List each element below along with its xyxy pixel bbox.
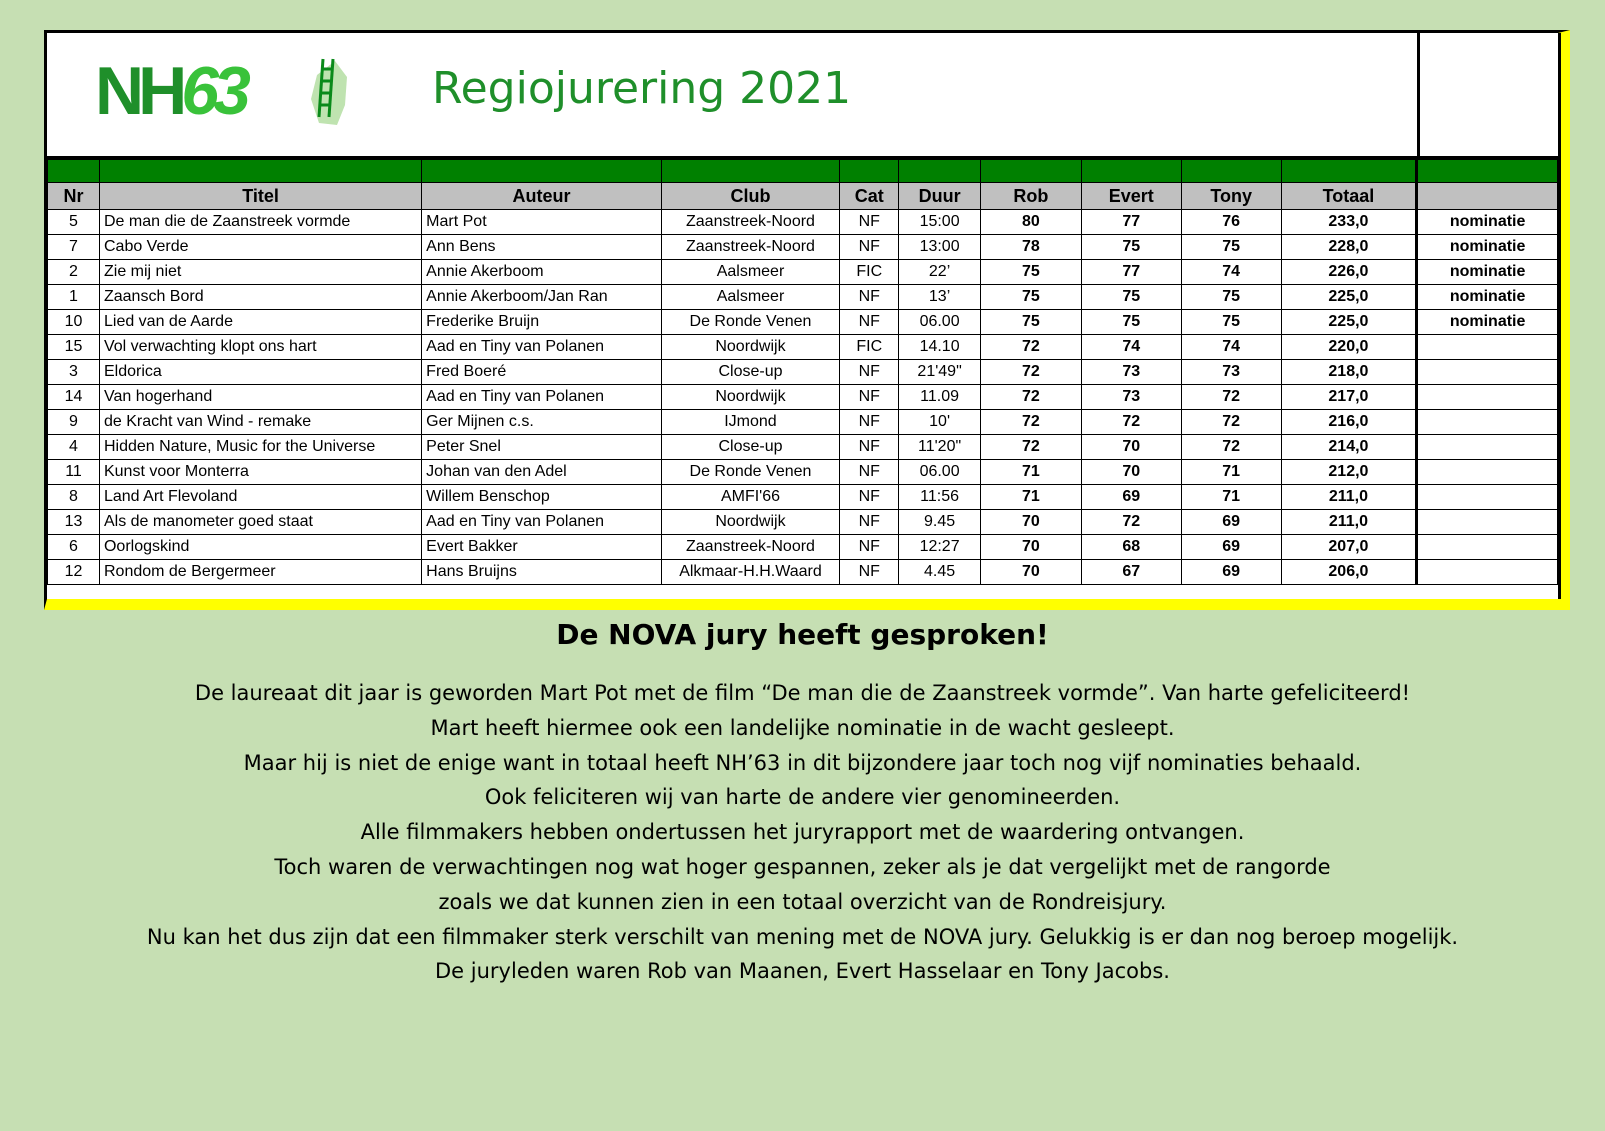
cell-note — [1417, 410, 1558, 435]
header-row — [48, 183, 1558, 210]
cell-nr: 12 — [48, 560, 100, 585]
cell-totaal: 212,0 — [1281, 460, 1417, 485]
cell-club: Zaanstreek-Noord — [661, 235, 839, 260]
cell-cat: NF — [840, 435, 899, 460]
cell-nr: 3 — [48, 360, 100, 385]
col-header-tony: Tony — [1181, 183, 1281, 210]
cell-cat: FIC — [840, 335, 899, 360]
page-title: Regiojurering 2021 — [432, 63, 852, 114]
cell-nr: 4 — [48, 435, 100, 460]
cell-auteur: Johan van den Adel — [422, 460, 662, 485]
cell-totaal: 225,0 — [1281, 285, 1417, 310]
cell-duur: 12:27 — [899, 535, 981, 560]
col-header-totaal: Totaal — [1281, 183, 1417, 210]
paragraph-line: De laureaat dit jaar is geworden Mart Pot met de film “De man die de Zaanstreek vormde”. Van harte gefeliciteerd! — [194, 681, 1411, 705]
cell-tony: 74 — [1181, 260, 1281, 285]
col-header-auteur: Auteur — [422, 183, 662, 210]
cell-auteur: Evert Bakker — [422, 535, 662, 560]
cell-nr: 8 — [48, 485, 100, 510]
cell-cat: NF — [840, 285, 899, 310]
body-text — [0, 676, 1605, 989]
cell-nr: 11 — [48, 460, 100, 485]
cell-rob: 75 — [980, 310, 1081, 335]
cell-club: Aalsmeer — [661, 260, 839, 285]
cell-auteur: Annie Akerboom — [422, 260, 662, 285]
cell-nr: 7 — [48, 235, 100, 260]
cell-note: nominatie — [1417, 285, 1558, 310]
cell-evert: 75 — [1081, 285, 1181, 310]
cell-note — [1417, 460, 1558, 485]
cell-cat: FIC — [840, 260, 899, 285]
cell-duur: 11'20" — [899, 435, 981, 460]
cell-evert: 74 — [1081, 335, 1181, 360]
cell-auteur: Ann Bens — [422, 235, 662, 260]
cell-club: Close-up — [661, 435, 839, 460]
cell-nr: 2 — [48, 260, 100, 285]
cell-duur: 4.45 — [899, 560, 981, 585]
cell-duur: 13’ — [899, 285, 981, 310]
cell-titel: Rondom de Bergermeer — [99, 560, 421, 585]
cell-evert: 68 — [1081, 535, 1181, 560]
cell-club: Alkmaar-H.H.Waard — [661, 560, 839, 585]
cell-evert: 73 — [1081, 385, 1181, 410]
cell-club: Noordwijk — [661, 385, 839, 410]
cell-rob: 70 — [980, 560, 1081, 585]
cell-club: Zaanstreek-Noord — [661, 210, 839, 235]
cell-evert: 75 — [1081, 235, 1181, 260]
cell-club: Noordwijk — [661, 510, 839, 535]
cell-nr: 10 — [48, 310, 100, 335]
cell-totaal: 233,0 — [1281, 210, 1417, 235]
cell-evert: 75 — [1081, 310, 1181, 335]
cell-tony: 75 — [1181, 285, 1281, 310]
cell-auteur: Peter Snel — [422, 435, 662, 460]
cell-cat: NF — [840, 385, 899, 410]
cell-nr: 5 — [48, 210, 100, 235]
cell-rob: 72 — [980, 335, 1081, 360]
col-header-club: Club — [661, 183, 839, 210]
cell-titel: Land Art Flevoland — [99, 485, 421, 510]
ladder-icon — [309, 55, 349, 127]
table-row — [48, 260, 1558, 285]
cell-rob: 70 — [980, 510, 1081, 535]
cell-note: nominatie — [1417, 260, 1558, 285]
cell-titel: Als de manometer goed staat — [99, 510, 421, 535]
cell-auteur: Fred Boeré — [422, 360, 662, 385]
cell-note — [1417, 560, 1558, 585]
paragraph-line: Ook feliciteren wij van harte de andere vier genomineerden. — [484, 785, 1121, 810]
cell-auteur: Willem Benschop — [422, 485, 662, 510]
table-row — [48, 235, 1558, 260]
paragraph-line: De juryleden waren Rob van Maanen, Evert Hasselaar en Tony Jacobs. — [435, 959, 1170, 984]
cell-cat: NF — [840, 235, 899, 260]
cell-club: De Ronde Venen — [661, 310, 839, 335]
cell-rob: 75 — [980, 260, 1081, 285]
cell-tony: 69 — [1181, 560, 1281, 585]
cell-evert: 77 — [1081, 260, 1181, 285]
cell-cat: NF — [840, 410, 899, 435]
cell-rob: 80 — [980, 210, 1081, 235]
cell-titel: De man die de Zaanstreek vormde — [99, 210, 421, 235]
cell-duur: 13:00 — [899, 235, 981, 260]
cell-evert: 70 — [1081, 460, 1181, 485]
cell-nr: 14 — [48, 385, 100, 410]
nh63-logo: NH63 — [95, 53, 245, 129]
cell-tony: 69 — [1181, 510, 1281, 535]
cell-duur: 9.45 — [899, 510, 981, 535]
cell-titel: Hidden Nature, Music for the Universe — [99, 435, 421, 460]
cell-cat: NF — [840, 310, 899, 335]
col-header-titel: Titel — [99, 183, 421, 210]
cell-club: Zaanstreek-Noord — [661, 535, 839, 560]
cell-nr: 13 — [48, 510, 100, 535]
cell-cat: NF — [840, 460, 899, 485]
cell-cat: NF — [840, 210, 899, 235]
cell-totaal: 226,0 — [1281, 260, 1417, 285]
paragraph-line: Maar hij is niet de enige want in totaal heeft NH’63 in dit bijzondere jaar toch nog vijf nominaties behaald. — [243, 750, 1362, 775]
green-bar-row — [48, 159, 1558, 183]
banner — [47, 33, 1558, 158]
table-row — [48, 435, 1558, 460]
cell-rob: 78 — [980, 235, 1081, 260]
cell-totaal: 220,0 — [1281, 335, 1417, 360]
cell-cat: NF — [840, 560, 899, 585]
cell-rob: 71 — [980, 485, 1081, 510]
results-table — [47, 158, 1558, 585]
cell-auteur: Hans Bruijns — [422, 560, 662, 585]
cell-titel: Cabo Verde — [99, 235, 421, 260]
col-header-note — [1417, 183, 1558, 210]
cell-note: nominatie — [1417, 210, 1558, 235]
cell-tony: 72 — [1181, 410, 1281, 435]
cell-auteur: Frederike Bruijn — [422, 310, 662, 335]
cell-tony: 75 — [1181, 310, 1281, 335]
table-row — [48, 560, 1558, 585]
cell-note — [1417, 535, 1558, 560]
paragraph-line: Alle filmmakers hebben ondertussen het juryrapport met de waardering ontvangen. — [360, 820, 1245, 845]
cell-club: AMFI'66 — [661, 485, 839, 510]
cell-tony: 71 — [1181, 485, 1281, 510]
col-header-duur: Duur — [899, 183, 981, 210]
table-row — [48, 535, 1558, 560]
cell-note — [1417, 485, 1558, 510]
cell-titel: Zaansch Bord — [99, 285, 421, 310]
cell-evert: 69 — [1081, 485, 1181, 510]
cell-duur: 06.00 — [899, 460, 981, 485]
cell-club: Noordwijk — [661, 335, 839, 360]
paragraph-line: Mart heeft hiermee ook een landelijke nominatie in de wacht gesleept. — [430, 715, 1175, 740]
table-row — [48, 360, 1558, 385]
table-row — [48, 510, 1558, 535]
cell-club: Close-up — [661, 360, 839, 385]
col-header-nr: Nr — [48, 183, 100, 210]
cell-tony: 72 — [1181, 385, 1281, 410]
cell-auteur: Mart Pot — [422, 210, 662, 235]
cell-duur: 22’ — [899, 260, 981, 285]
cell-club: Aalsmeer — [661, 285, 839, 310]
cell-auteur: Ger Mijnen c.s. — [422, 410, 662, 435]
cell-rob: 72 — [980, 385, 1081, 410]
results-sheet — [44, 30, 1570, 610]
cell-note — [1417, 335, 1558, 360]
cell-titel: Van hogerhand — [99, 385, 421, 410]
cell-nr: 1 — [48, 285, 100, 310]
cell-duur: 21'49" — [899, 360, 981, 385]
cell-tony: 74 — [1181, 335, 1281, 360]
cell-evert: 77 — [1081, 210, 1181, 235]
cell-club: IJmond — [661, 410, 839, 435]
paragraph-line: zoals we dat kunnen zien in een totaal overzicht van de Rondreisjury. — [438, 889, 1167, 914]
cell-evert: 70 — [1081, 435, 1181, 460]
cell-rob: 72 — [980, 435, 1081, 460]
table-row — [48, 410, 1558, 435]
section-heading: De NOVA jury heeft gesproken! — [556, 618, 1049, 651]
cell-nr: 6 — [48, 535, 100, 560]
cell-totaal: 206,0 — [1281, 560, 1417, 585]
col-header-cat: Cat — [840, 183, 899, 210]
cell-evert: 72 — [1081, 510, 1181, 535]
col-header-evert: Evert — [1081, 183, 1181, 210]
cell-auteur: Annie Akerboom/Jan Ran — [422, 285, 662, 310]
cell-auteur: Aad en Tiny van Polanen — [422, 385, 662, 410]
cell-tony: 76 — [1181, 210, 1281, 235]
cell-titel: Vol verwachting klopt ons hart — [99, 335, 421, 360]
cell-titel: Oorlogskind — [99, 535, 421, 560]
cell-tony: 71 — [1181, 460, 1281, 485]
cell-titel: Kunst voor Monterra — [99, 460, 421, 485]
cell-totaal: 225,0 — [1281, 310, 1417, 335]
cell-totaal: 211,0 — [1281, 510, 1417, 535]
cell-evert: 73 — [1081, 360, 1181, 385]
cell-duur: 14.10 — [899, 335, 981, 360]
cell-duur: 11:56 — [899, 485, 981, 510]
cell-nr: 9 — [48, 410, 100, 435]
col-header-rob: Rob — [980, 183, 1081, 210]
cell-nr: 15 — [48, 335, 100, 360]
cell-rob: 71 — [980, 460, 1081, 485]
table-row — [48, 460, 1558, 485]
cell-totaal: 211,0 — [1281, 485, 1417, 510]
cell-auteur: Aad en Tiny van Polanen — [422, 335, 662, 360]
cell-evert: 67 — [1081, 560, 1181, 585]
cell-duur: 06.00 — [899, 310, 981, 335]
cell-club: De Ronde Venen — [661, 460, 839, 485]
table-row — [48, 285, 1558, 310]
cell-totaal: 207,0 — [1281, 535, 1417, 560]
paragraph-line: Nu kan het dus zijn dat een filmmaker sterk verschilt van mening met de NOVA jury. Gelukkig is er dan nog beroep mogelijk. — [146, 924, 1459, 949]
table-row — [48, 210, 1558, 235]
cell-evert: 72 — [1081, 410, 1181, 435]
cell-rob: 72 — [980, 410, 1081, 435]
cell-duur: 15:00 — [899, 210, 981, 235]
table-row — [48, 385, 1558, 410]
cell-cat: NF — [840, 510, 899, 535]
cell-totaal: 217,0 — [1281, 385, 1417, 410]
table-row — [48, 335, 1558, 360]
cell-tony: 75 — [1181, 235, 1281, 260]
cell-titel: Eldorica — [99, 360, 421, 385]
table-row — [48, 485, 1558, 510]
cell-cat: NF — [840, 360, 899, 385]
cell-totaal: 228,0 — [1281, 235, 1417, 260]
cell-note: nominatie — [1417, 235, 1558, 260]
cell-note — [1417, 360, 1558, 385]
cell-rob: 72 — [980, 360, 1081, 385]
cell-duur: 11.09 — [899, 385, 981, 410]
cell-note — [1417, 385, 1558, 410]
cell-tony: 72 — [1181, 435, 1281, 460]
cell-tony: 69 — [1181, 535, 1281, 560]
table-row — [48, 310, 1558, 335]
cell-note: nominatie — [1417, 310, 1558, 335]
cell-totaal: 216,0 — [1281, 410, 1417, 435]
cell-tony: 73 — [1181, 360, 1281, 385]
cell-rob: 70 — [980, 535, 1081, 560]
cell-titel: de Kracht van Wind - remake — [99, 410, 421, 435]
cell-duur: 10' — [899, 410, 981, 435]
cell-totaal: 218,0 — [1281, 360, 1417, 385]
paragraph-line: Toch waren de verwachtingen nog wat hoger gespannen, zeker als je dat vergelijkt met de rangorde — [274, 854, 1331, 879]
cell-auteur: Aad en Tiny van Polanen — [422, 510, 662, 535]
cell-totaal: 214,0 — [1281, 435, 1417, 460]
cell-cat: NF — [840, 535, 899, 560]
cell-cat: NF — [840, 485, 899, 510]
cell-rob: 75 — [980, 285, 1081, 310]
cell-titel: Lied van de Aarde — [99, 310, 421, 335]
cell-titel: Zie mij niet — [99, 260, 421, 285]
cell-note — [1417, 435, 1558, 460]
cell-note — [1417, 510, 1558, 535]
banner-divider — [1417, 33, 1420, 156]
